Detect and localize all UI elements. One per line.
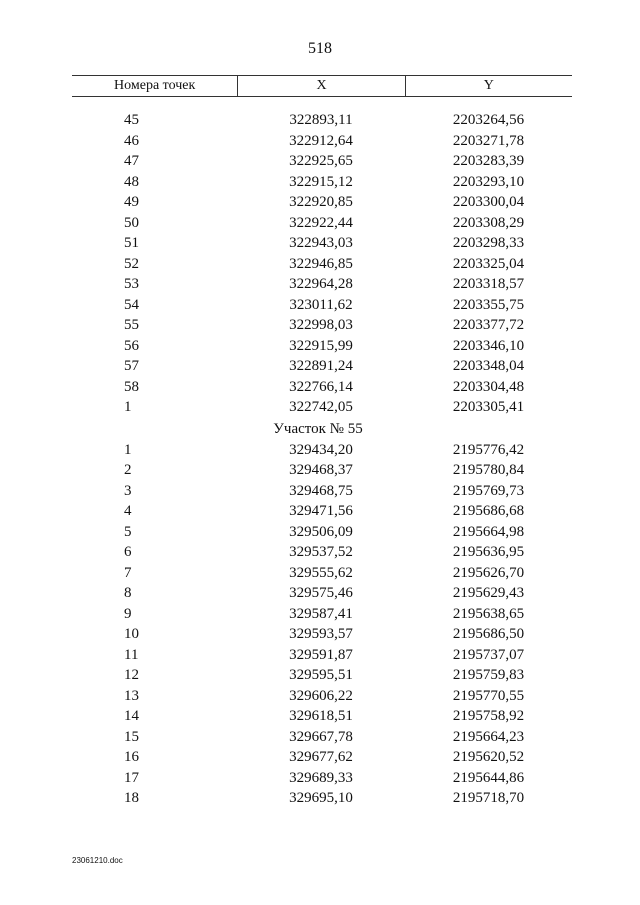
x-cell: 322920,85	[289, 194, 353, 210]
y-cell: 2195758,92	[452, 708, 525, 724]
table-body	[72, 110, 572, 809]
y-cell: 2195770,55	[452, 687, 525, 704]
point-number-cell	[72, 645, 237, 666]
table-row	[72, 665, 572, 686]
point-number: 48	[124, 173, 139, 190]
point-number: 11	[124, 646, 139, 663]
table-row	[72, 192, 572, 213]
table-row	[72, 788, 572, 809]
point-number-cell	[72, 727, 237, 748]
point-number: 57	[124, 358, 139, 374]
point-number: 3	[124, 482, 132, 499]
x-cell: 322922,44	[289, 214, 353, 231]
x-cell: 322943,03	[289, 235, 353, 251]
section-1	[72, 110, 572, 418]
y-cell: 2203346,10	[452, 337, 525, 354]
y-cell: 2203377,72	[452, 317, 525, 333]
page-number: 518	[308, 40, 332, 57]
point-number-cell	[72, 110, 237, 131]
point-number-cell	[72, 604, 237, 625]
x-cell: 322893,11	[289, 112, 353, 128]
point-number-cell	[72, 315, 237, 336]
section-2	[72, 440, 572, 809]
point-number-cell	[72, 254, 237, 275]
point-number-cell	[72, 501, 237, 522]
point-number: 46	[124, 132, 139, 149]
x-cell: 329468,37	[289, 462, 353, 478]
table-row	[72, 481, 572, 502]
x-cell: 329606,22	[289, 687, 353, 704]
point-number: 1	[124, 441, 132, 458]
x-cell: 329434,20	[289, 441, 353, 458]
y-cell: 2203355,75	[452, 296, 525, 313]
point-number-cell	[72, 336, 237, 357]
x-cell: 323011,62	[289, 296, 353, 313]
point-number: 49	[124, 194, 139, 210]
table-row	[72, 440, 572, 461]
point-number: 56	[124, 337, 139, 354]
table-row	[72, 542, 572, 563]
point-number: 54	[124, 296, 139, 313]
x-cell: 329555,62	[289, 564, 353, 581]
x-cell: 329591,87	[289, 646, 353, 663]
point-number-cell	[72, 706, 237, 727]
point-number-cell	[72, 563, 237, 584]
y-cell: 2203325,04	[452, 255, 525, 272]
point-number-cell	[72, 397, 237, 418]
x-cell: 329537,52	[289, 544, 353, 560]
point-number: 2	[124, 462, 132, 478]
x-cell: 322912,64	[289, 132, 353, 149]
table-row	[72, 583, 572, 604]
point-number-cell	[72, 233, 237, 254]
point-number: 45	[124, 112, 139, 128]
x-cell: 322998,03	[289, 317, 353, 333]
table-row	[72, 706, 572, 727]
table-header	[72, 75, 572, 97]
point-number-cell	[72, 377, 237, 398]
x-cell: 322964,28	[289, 276, 353, 292]
x-cell: 329468,75	[289, 482, 353, 499]
x-cell: 322742,05	[289, 399, 353, 415]
table-row	[72, 768, 572, 789]
point-number-cell	[72, 213, 237, 234]
x-cell: 322891,24	[289, 358, 353, 374]
y-cell: 2195759,83	[452, 667, 525, 683]
x-cell: 322915,99	[289, 337, 353, 354]
y-cell: 2195737,07	[452, 646, 525, 663]
table-row	[72, 624, 572, 645]
point-number-cell	[72, 295, 237, 316]
point-number: 9	[124, 605, 132, 622]
y-cell: 2203305,41	[452, 399, 525, 415]
footer-filename: 23061210.doc	[72, 856, 123, 865]
x-cell: 322925,65	[289, 153, 353, 169]
y-cell: 2195629,43	[452, 585, 525, 601]
point-number: 16	[124, 749, 139, 765]
y-cell: 2203298,33	[452, 235, 525, 251]
y-cell: 2195644,86	[452, 769, 525, 786]
x-cell: 329689,33	[289, 769, 353, 786]
y-cell: 2195620,52	[452, 749, 525, 765]
table-row	[72, 604, 572, 625]
point-number: 51	[124, 235, 139, 251]
y-cell: 2203300,04	[452, 194, 525, 210]
section-title: Участок № 55	[273, 420, 363, 437]
y-cell: 2195686,68	[452, 503, 525, 519]
table-row	[72, 397, 572, 418]
x-cell: 322766,14	[289, 378, 353, 395]
x-cell: 329595,51	[289, 667, 353, 683]
x-cell: 329575,46	[289, 585, 353, 601]
table-row	[72, 254, 572, 275]
table-row	[72, 295, 572, 316]
table-row	[72, 315, 572, 336]
point-number-cell	[72, 192, 237, 213]
table-row	[72, 377, 572, 398]
point-number: 8	[124, 585, 132, 601]
header-point-number: Номера точек	[72, 76, 238, 96]
table-row	[72, 336, 572, 357]
point-number: 14	[124, 708, 139, 724]
table-row	[72, 131, 572, 152]
point-number: 10	[124, 626, 139, 642]
y-cell: 2203293,10	[452, 173, 525, 190]
point-number: 52	[124, 255, 139, 272]
point-number: 58	[124, 378, 139, 395]
x-cell: 329506,09	[289, 523, 353, 540]
point-number: 5	[124, 523, 132, 540]
point-number-cell	[72, 542, 237, 563]
point-number-cell	[72, 788, 237, 809]
table-row	[72, 460, 572, 481]
point-number-cell	[72, 460, 237, 481]
x-cell: 329618,51	[289, 708, 353, 724]
table-row	[72, 213, 572, 234]
table-row	[72, 274, 572, 295]
x-cell: 322946,85	[289, 255, 353, 272]
point-number: 18	[124, 790, 139, 806]
point-number: 47	[124, 153, 139, 169]
table-row	[72, 686, 572, 707]
point-number-cell	[72, 356, 237, 377]
point-number-cell	[72, 172, 237, 193]
point-number-cell	[72, 624, 237, 645]
point-number: 55	[124, 317, 139, 333]
x-cell: 329587,41	[289, 605, 353, 622]
point-number-cell	[72, 274, 237, 295]
y-cell: 2203271,78	[452, 132, 525, 149]
y-cell: 2203308,29	[452, 214, 525, 231]
y-cell: 2203264,56	[452, 112, 525, 128]
table-row	[72, 563, 572, 584]
x-cell: 329471,56	[289, 503, 353, 519]
point-number-cell	[72, 522, 237, 543]
point-number: 53	[124, 276, 139, 292]
y-cell: 2195664,23	[452, 728, 525, 745]
point-number-cell	[72, 481, 237, 502]
point-number-cell	[72, 583, 237, 604]
table-row	[72, 172, 572, 193]
point-number: 50	[124, 214, 139, 231]
y-cell: 2203283,39	[452, 153, 525, 169]
point-number-cell	[72, 440, 237, 461]
point-number: 13	[124, 687, 139, 704]
y-cell: 2203318,57	[452, 276, 525, 292]
point-number-cell	[72, 151, 237, 172]
table-row	[72, 645, 572, 666]
y-cell: 2195780,84	[452, 462, 525, 478]
y-cell: 2195686,50	[452, 626, 525, 642]
table-row	[72, 522, 572, 543]
x-cell: 329695,10	[289, 790, 353, 806]
y-cell: 2195769,73	[452, 482, 525, 499]
point-number: 12	[124, 667, 139, 683]
header-x: X	[238, 76, 405, 96]
point-number: 15	[124, 728, 139, 745]
point-number: 6	[124, 544, 132, 560]
x-cell: 329667,78	[289, 728, 353, 745]
table-row	[72, 233, 572, 254]
y-cell: 2195718,70	[452, 790, 525, 806]
y-cell: 2195626,70	[452, 564, 525, 581]
point-number: 17	[124, 769, 139, 786]
y-cell: 2203304,48	[452, 378, 525, 395]
point-number-cell	[72, 665, 237, 686]
point-number-cell	[72, 131, 237, 152]
x-cell: 322915,12	[289, 173, 353, 190]
point-number: 1	[124, 399, 132, 415]
point-number-cell	[72, 768, 237, 789]
y-cell: 2195664,98	[452, 523, 525, 540]
table-row	[72, 151, 572, 172]
y-cell: 2195638,65	[452, 605, 525, 622]
x-cell: 329677,62	[289, 749, 353, 765]
point-number-cell	[72, 686, 237, 707]
x-cell: 329593,57	[289, 626, 353, 642]
table-row	[72, 110, 572, 131]
y-cell: 2203348,04	[452, 358, 525, 374]
point-number-cell	[72, 747, 237, 768]
table-row	[72, 356, 572, 377]
y-cell: 2195636,95	[452, 544, 525, 560]
point-number: 7	[124, 564, 132, 581]
header-y: Y	[483, 78, 494, 93]
point-number: 4	[124, 503, 132, 519]
table-row	[72, 727, 572, 748]
y-cell: 2195776,42	[452, 441, 525, 458]
table-row	[72, 501, 572, 522]
table-row	[72, 747, 572, 768]
